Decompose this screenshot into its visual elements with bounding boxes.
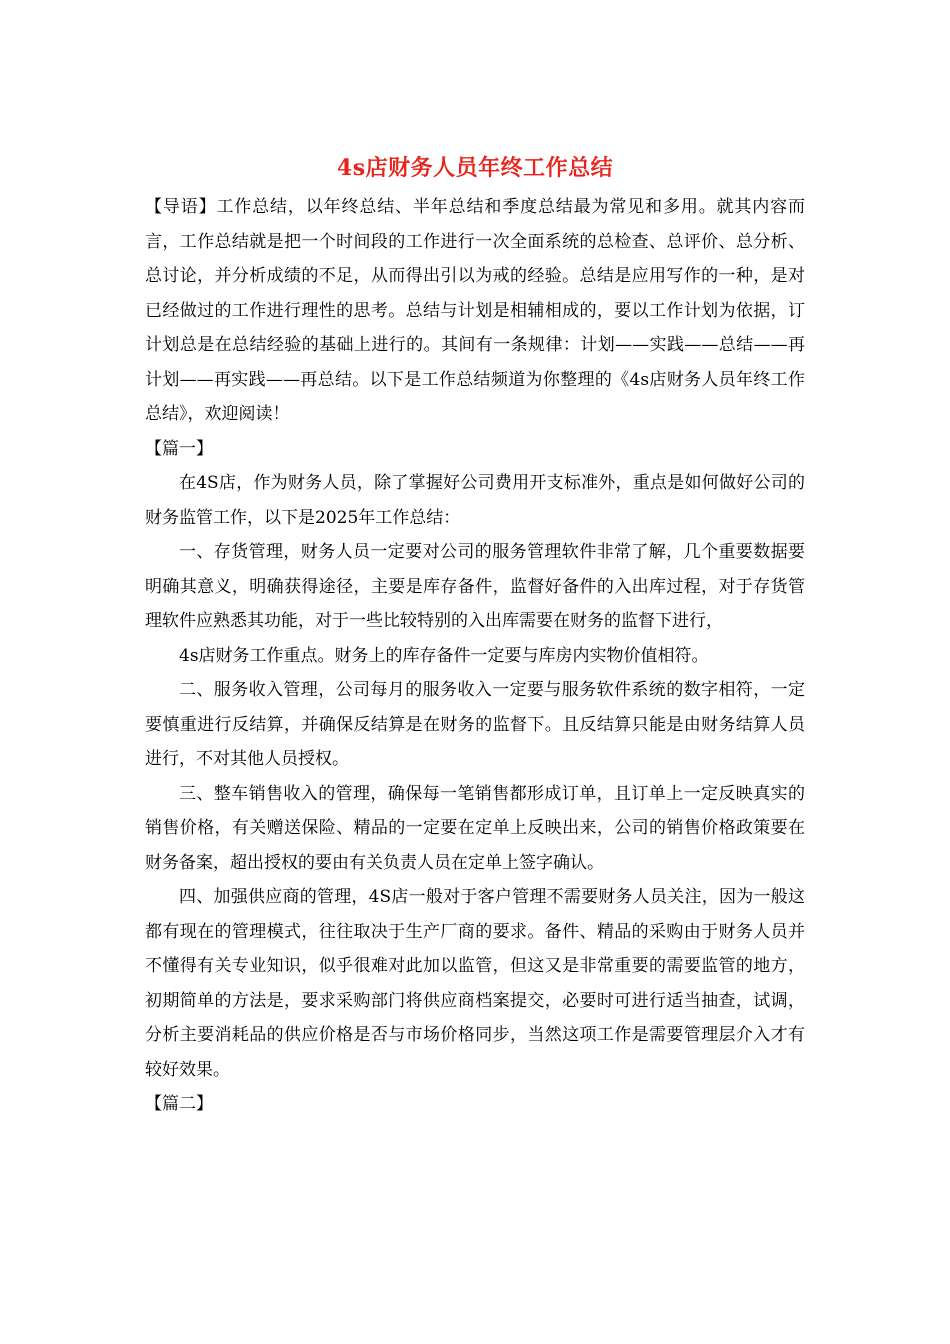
body-paragraph: 4s店财务工作重点。财务上的库存备件一定要与库房内实物价值相符。: [179, 645, 709, 666]
body-paragraph: 二、服务收入管理，公司每月的服务收入一定要与服务软件系统的数字相符，一定要慎重进行反结算，并确保反结算是在财务的监督下。且反结算只能是由财务结算人员进行，不对其他人员授权。: [145, 680, 805, 769]
body-paragraph: 四、加强供应商的管理，4S店一般对于客户管理不需要财务人员关注，因为一般这都有现在的管理模式，往往取决于生产厂商的要求。备件、精品的采购由于财务人员并不懂得有关专业知识，似乎很难对此加以监管，但这又是非常重要的需要监管的地方，初期简单的方法是，要求采购部门将供应商档案提交，必要时可进行适当抽查，试调，分析主要消耗品的供应价格是否与市场价格同步，当然这项工作是需要管理层介入才有较好效果。: [145, 887, 805, 1080]
intro-paragraph: 【导语】工作总结，以年终总结、半年总结和季度总结最为常见和多用。就其内容而言，工作总结就是把一个时间段的工作进行一次全面系统的总检查、总评价、总分析、总讨论，并分析成绩的不足，从而得出引以为戒的经验。总结是应用写作的一种，是对已经做过的工作进行理性的思考。总结与计划是相辅相成的，要以工作计划为依据，订计划总是在总结经验的基础上进行的。其间有一条规律：计划——实践——总结——再计划——再实践——再总结。以下是工作总结频道为你整理的《4s店财务人员年终工作总结》，欢迎阅读！: [145, 197, 805, 424]
document-page: [145, 148, 805, 1122]
body-paragraph: 三、整车销售收入的管理，确保每一笔销售都形成订单，且订单上一定反映真实的销售价格，有关赠送保险、精品的一定要在定单上反映出来，公司的销售价格政策要在财务备案，超出授权的要由有关负责人员在定单上签字确认。: [145, 783, 805, 873]
section-heading-2: 【篇二】: [145, 1094, 213, 1114]
body-paragraph: 一、存货管理，财务人员一定要对公司的服务管理软件非常了解，几个重要数据要明确其意义，明确获得途径，主要是库存备件，监督好备件的入出库过程，对于存货管理软件应熟悉其功能，对于一些比较特别的入出库需要在财务的监督下进行，: [145, 542, 805, 631]
document-title: 4s店财务人员年终工作总结: [336, 155, 614, 181]
section-heading-1: 【篇一】: [145, 438, 213, 459]
body-paragraph: 在4S店，作为财务人员，除了掌握好公司费用开支标准外，重点是如何做好公司的财务监管工作，以下是2025年工作总结：: [145, 473, 805, 528]
